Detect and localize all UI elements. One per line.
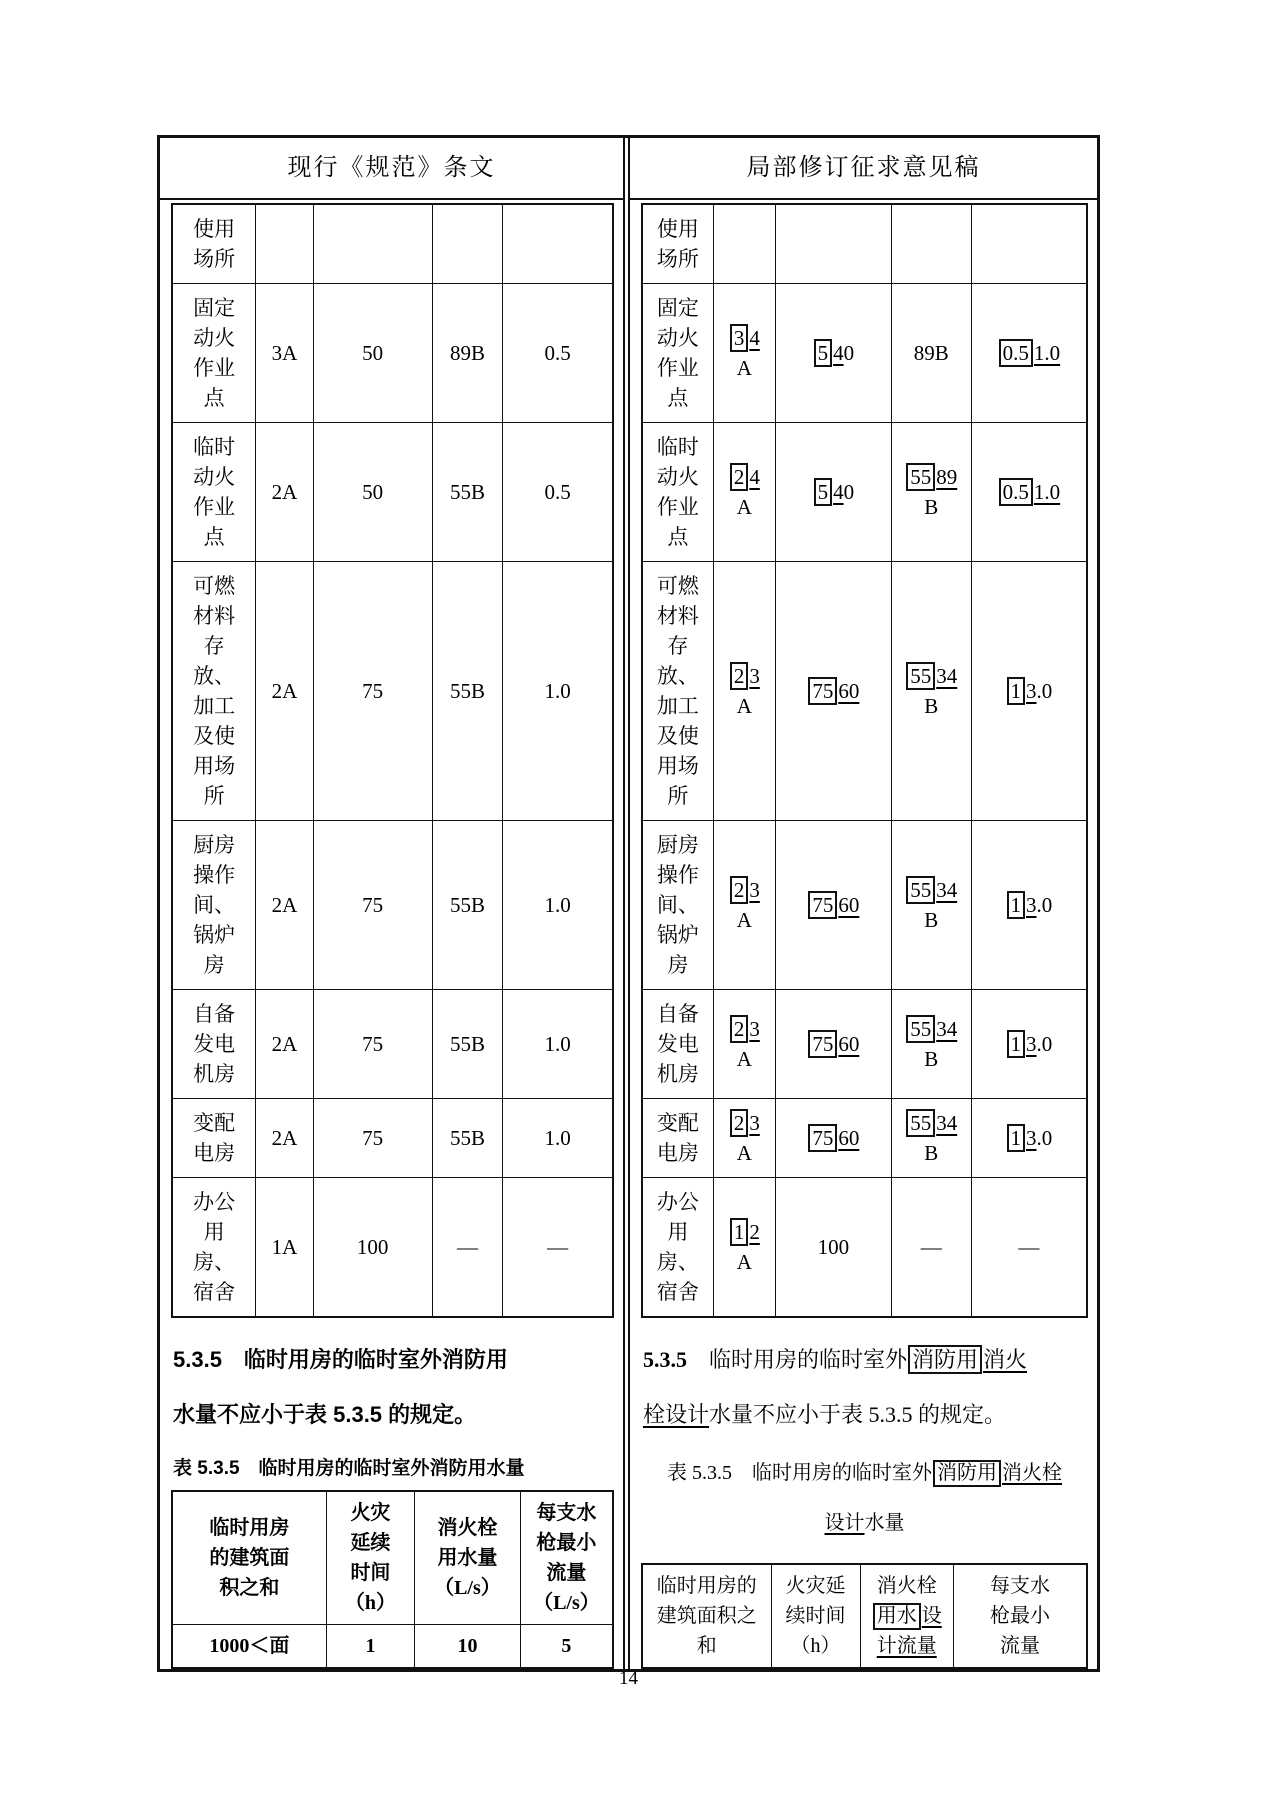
inserted-text: 4 (833, 341, 844, 365)
page-number: 14 (619, 1668, 638, 1689)
inserted-text: 3 (1026, 893, 1037, 917)
bold-text: 5.3.5 (643, 1347, 687, 1372)
header-cell: 临时用房的 建筑面积之 和 (642, 1564, 771, 1668)
inserted-text: 4 (833, 480, 844, 504)
value-cell: 1 3.0 (971, 562, 1087, 821)
value-cell: 1 3.0 (971, 990, 1087, 1099)
row-label: 临时 动火 作业 点 (172, 423, 256, 562)
value-cell (971, 284, 1087, 423)
table-caption-revised: 表 5.3.5 临时用房的临时室外 消防用 消火栓 设计水量 (667, 1462, 1062, 1534)
data-cell: 1 (326, 1625, 414, 1669)
outdoor-water-table-current (171, 1490, 614, 1669)
inserted-text: 1.0 (1033, 341, 1061, 365)
deleted-text: 1 (730, 1218, 749, 1246)
row-label: 可燃 材料 存 放、 加工 及使 用场 所 (642, 562, 713, 821)
value-cell: 5 40 (775, 284, 891, 423)
current-code-header: 现行《规范》条文 (160, 138, 623, 200)
revision-draft-body (630, 200, 1097, 1669)
inserted-text: 34 (936, 878, 958, 902)
value-cell: 1.0 (503, 821, 613, 990)
value-cell: 1.0 (503, 562, 613, 821)
value-cell: 55B (432, 1099, 503, 1178)
value-cell: — (971, 1178, 1087, 1318)
deleted-text: 2 (730, 1015, 749, 1043)
table-caption-current: 表 5.3.5 临时用房的临时室外消防用水量 (173, 1458, 525, 1479)
deleted-text: 消防用 (908, 1345, 982, 1374)
value-cell: 1 3.0 (971, 1099, 1087, 1178)
deleted-text: 55 (906, 463, 935, 491)
data-cell: 1000＜面 (172, 1625, 326, 1669)
value-cell: 5 40 (775, 423, 891, 562)
table-row (642, 562, 1087, 821)
current-code-body (160, 200, 623, 1669)
value-cell: 0.5 (503, 284, 613, 423)
table-row (642, 204, 1087, 284)
value-cell: 100 (313, 1178, 432, 1318)
row-label: 办公 用 房、 宿舍 (172, 1178, 256, 1318)
value-cell: 2 4 A (713, 423, 775, 562)
table-row (642, 423, 1087, 562)
row-label: 厨房 操作 间、 锅炉 房 (172, 821, 256, 990)
deleted-text: 5 (814, 478, 833, 506)
value-cell: 50 (313, 423, 432, 562)
value-cell: 75 (313, 990, 432, 1099)
revision-draft-column (628, 138, 1097, 1669)
deleted-text: 2 (730, 662, 749, 690)
inserted-text: 3 (749, 664, 760, 688)
value-cell: 1.0 (503, 990, 613, 1099)
table-row (642, 821, 1087, 990)
deleted-text: 5 (814, 339, 833, 367)
inserted-text: 3 (749, 1017, 760, 1041)
deleted-text: 2 (730, 1109, 749, 1137)
value-cell: 55 34 B (891, 990, 971, 1099)
data-cell: 5 (520, 1625, 613, 1669)
value-cell (971, 423, 1087, 562)
inserted-text: 1.0 (1033, 480, 1061, 504)
inserted-text: 4 (749, 465, 760, 489)
header-cell: 消火栓 用水量 （L/s） (415, 1491, 521, 1625)
deleted-text: 55 (906, 662, 935, 690)
row-label: 厨房 操作 间、 锅炉 房 (642, 821, 713, 990)
value-cell (503, 204, 613, 284)
deleted-text: 用水 (873, 1603, 921, 1630)
value-cell: 55B (432, 821, 503, 990)
table-row (172, 1099, 613, 1178)
deleted-text: 0.5 (999, 478, 1033, 506)
value-cell: — (891, 1178, 971, 1318)
value-cell: 2A (256, 562, 313, 821)
table-row (172, 562, 613, 821)
table-row (172, 1178, 613, 1318)
inserted-text: 消火 栓设计 (643, 1347, 1028, 1427)
table-header-row (172, 1491, 613, 1625)
table-row (642, 1178, 1087, 1318)
value-cell: 55 34 B (891, 562, 971, 821)
value-cell (775, 562, 891, 821)
deleted-text: 55 (906, 1109, 935, 1137)
deleted-text: 1 (1007, 891, 1026, 919)
table-row (172, 1625, 613, 1669)
row-label: 临时 动火 作业 点 (642, 423, 713, 562)
inserted-text: 3 (749, 878, 760, 902)
row-label: 办公 用 房、 宿舍 (642, 1178, 713, 1318)
value-cell (775, 990, 891, 1099)
value-cell: 2 3 A (713, 562, 775, 821)
value-cell (256, 204, 313, 284)
inserted-text: 34 (936, 1017, 958, 1041)
deleted-text: 2 (730, 463, 749, 491)
value-cell: 3A (256, 284, 313, 423)
value-cell: 2A (256, 990, 313, 1099)
value-cell (775, 821, 891, 990)
inserted-text: 设 计流量 (876, 1605, 942, 1657)
current-code-column (160, 138, 625, 1669)
value-cell: 55 34 B (891, 821, 971, 990)
table-header-row (642, 1564, 1087, 1668)
inserted-text: 3 (1026, 1032, 1037, 1056)
inserted-text: 4 (749, 326, 760, 350)
inserted-text: 2 (749, 1220, 760, 1244)
value-cell: 3 4 A (713, 284, 775, 423)
deleted-text: 0.5 (999, 339, 1033, 367)
deleted-text: 55 (906, 876, 935, 904)
inserted-text: 89 (936, 465, 958, 489)
clause-5-3-5-revised: 5.3.5 临时用房的临时室外 消防用 消火 栓设计水量不应小于表 5.3.5 的规定。 (643, 1347, 1028, 1427)
table-row (642, 1099, 1087, 1178)
inserted-text: 3 (749, 1111, 760, 1135)
value-cell: — (503, 1178, 613, 1318)
current-fire-extinguisher-table (171, 203, 614, 1318)
clause-section-current (171, 1318, 614, 1669)
row-label: 自备 发电 机房 (642, 990, 713, 1099)
table-row (642, 284, 1087, 423)
value-cell: 2 3 A (713, 990, 775, 1099)
header-cell: 火灾 延续 时间 （h） (326, 1491, 414, 1625)
value-cell: 75 (313, 821, 432, 990)
value-cell: 2A (256, 1099, 313, 1178)
inserted-text: 60 (838, 1126, 860, 1150)
value-cell: 1 3.0 (971, 821, 1087, 990)
value-cell: 100 (775, 1178, 891, 1318)
inserted-text: 60 (838, 1032, 860, 1056)
header-cell: 火灾延 续时间 （h） (771, 1564, 860, 1668)
row-label: 使用 场所 (642, 204, 713, 284)
inserted-text: 34 (936, 664, 958, 688)
value-cell: 75 (313, 562, 432, 821)
value-cell: 55B (432, 990, 503, 1099)
value-cell: 75 (313, 1099, 432, 1178)
value-cell: 55B (432, 423, 503, 562)
clause-5-3-5-current: 5.3.5 临时用房的临时室外消防用 水量不应小于表 5.3.5 的规定。 (173, 1347, 508, 1427)
value-cell: 50 (313, 284, 432, 423)
value-cell (713, 204, 775, 284)
row-label: 使用 场所 (172, 204, 256, 284)
row-label: 自备 发电 机房 (172, 990, 256, 1099)
table-row (172, 423, 613, 562)
row-label: 可燃 材料 存 放、 加工 及使 用场 所 (172, 562, 256, 821)
value-cell: 1A (256, 1178, 313, 1318)
value-cell: 2 3 A (713, 821, 775, 990)
row-label: 固定 动火 作业 点 (172, 284, 256, 423)
clause-section-revised (641, 1318, 1088, 1669)
header-cell: 消火栓 用水 设 计流量 (860, 1564, 953, 1668)
value-cell: 55 34 B (891, 1099, 971, 1178)
value-cell (891, 204, 971, 284)
inserted-text: 60 (838, 893, 860, 917)
deleted-text: 消防用 (933, 1460, 1001, 1487)
deleted-text: 1 (1007, 677, 1026, 705)
deleted-text: 1 (1007, 1124, 1026, 1152)
value-cell: 55 89 B (891, 423, 971, 562)
inserted-text: 60 (838, 679, 860, 703)
comparison-table (157, 135, 1100, 1672)
inserted-text: 3 (1026, 1126, 1037, 1150)
header-cell: 每支水 枪最小 流量 (953, 1564, 1087, 1668)
value-cell (971, 204, 1087, 284)
value-cell: 1 2 A (713, 1178, 775, 1318)
table-row (642, 990, 1087, 1099)
table-row (172, 990, 613, 1099)
table-row (172, 821, 613, 990)
header-cell: 每支水 枪最小 流量 （L/s） (520, 1491, 613, 1625)
table-row (172, 284, 613, 423)
value-cell: 2A (256, 821, 313, 990)
outdoor-water-table-revised (641, 1563, 1088, 1669)
deleted-text: 75 (808, 1030, 837, 1058)
deleted-text: 55 (906, 1015, 935, 1043)
row-label: 变配 电房 (172, 1099, 256, 1178)
value-cell (775, 1099, 891, 1178)
value-cell: 1.0 (503, 1099, 613, 1178)
deleted-text: 75 (808, 1124, 837, 1152)
value-cell: 55B (432, 562, 503, 821)
deleted-text: 75 (808, 677, 837, 705)
value-cell: 2 3 A (713, 1099, 775, 1178)
deleted-text: 3 (730, 324, 749, 352)
value-cell: 0.5 (503, 423, 613, 562)
value-cell (775, 204, 891, 284)
data-cell: 10 (415, 1625, 521, 1669)
value-cell (313, 204, 432, 284)
value-cell (432, 204, 503, 284)
inserted-text: 3 (1026, 679, 1037, 703)
deleted-text: 2 (730, 876, 749, 904)
value-cell: 89B (891, 284, 971, 423)
header-cell: 临时用房 的建筑面 积之和 (172, 1491, 326, 1625)
table-row (172, 204, 613, 284)
inserted-text: 34 (936, 1111, 958, 1135)
row-label: 变配 电房 (642, 1099, 713, 1178)
inserted-text: 消火栓 设计 (824, 1462, 1062, 1534)
deleted-text: 75 (808, 891, 837, 919)
revision-draft-header: 局部修订征求意见稿 (630, 138, 1097, 200)
row-label: 固定 动火 作业 点 (642, 284, 713, 423)
revised-fire-extinguisher-table (641, 203, 1088, 1318)
value-cell: 2A (256, 423, 313, 562)
value-cell: 89B (432, 284, 503, 423)
deleted-text: 1 (1007, 1030, 1026, 1058)
value-cell: — (432, 1178, 503, 1318)
